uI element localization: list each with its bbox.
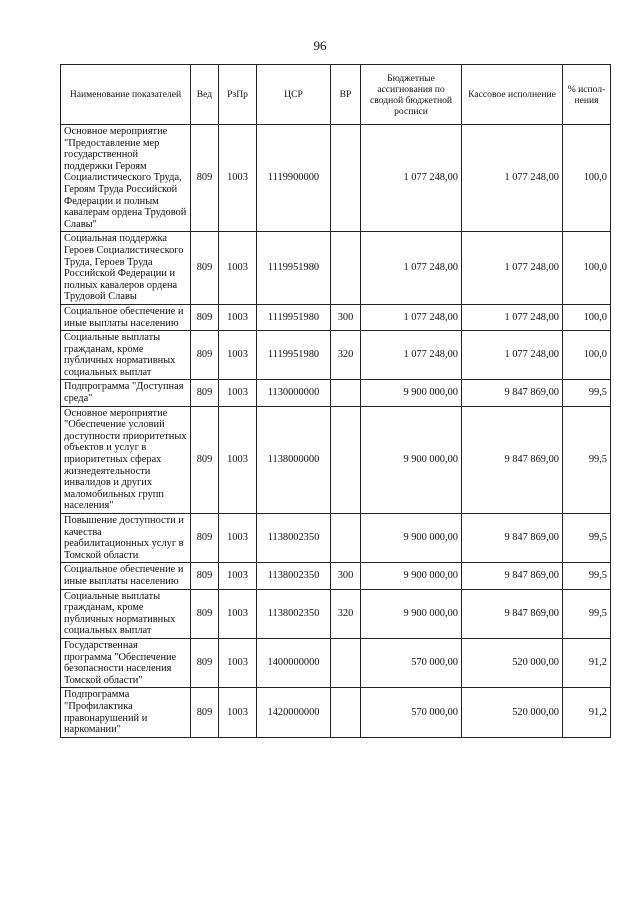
row-rzpr: 1003 bbox=[219, 589, 257, 638]
header-rzpr: РзПр bbox=[219, 65, 257, 125]
row-ved: 809 bbox=[191, 638, 219, 687]
row-csr: 1400000000 bbox=[257, 638, 331, 687]
row-vr bbox=[331, 380, 361, 406]
header-budget: Бюджетные ассигнования по сводной бюджетной росписи bbox=[361, 65, 462, 125]
row-budget: 1 077 248,00 bbox=[361, 232, 462, 305]
row-ved: 809 bbox=[191, 304, 219, 330]
header-ved: Вед bbox=[191, 65, 219, 125]
row-ved: 809 bbox=[191, 514, 219, 563]
row-percent: 99,5 bbox=[563, 589, 611, 638]
row-ved: 809 bbox=[191, 563, 219, 589]
row-csr: 1138002350 bbox=[257, 514, 331, 563]
row-budget: 9 900 000,00 bbox=[361, 589, 462, 638]
row-vr: 300 bbox=[331, 563, 361, 589]
row-vr: 320 bbox=[331, 589, 361, 638]
table-row bbox=[61, 380, 611, 406]
header-csr: ЦСР bbox=[257, 65, 331, 125]
row-cash: 9 847 869,00 bbox=[462, 406, 563, 513]
row-name: Основное мероприятие "Обеспечение условий доступности приоритетных объектов и услуг в приоритетных сферах жизнедеятельности инвалидов и других маломобильных групп населения" bbox=[61, 406, 191, 513]
row-cash: 9 847 869,00 bbox=[462, 514, 563, 563]
row-percent: 99,5 bbox=[563, 380, 611, 406]
row-cash: 1 077 248,00 bbox=[462, 232, 563, 305]
row-percent: 100,0 bbox=[563, 232, 611, 305]
row-csr: 1119951980 bbox=[257, 331, 331, 380]
row-name: Социальные выплаты гражданам, кроме публичных нормативных социальных выплат bbox=[61, 331, 191, 380]
row-percent: 100,0 bbox=[563, 304, 611, 330]
row-cash: 9 847 869,00 bbox=[462, 380, 563, 406]
row-budget: 9 900 000,00 bbox=[361, 406, 462, 513]
table-row bbox=[61, 406, 611, 513]
row-ved: 809 bbox=[191, 406, 219, 513]
table-row bbox=[61, 638, 611, 687]
row-rzpr: 1003 bbox=[219, 688, 257, 737]
row-csr: 1130000000 bbox=[257, 380, 331, 406]
row-budget: 1 077 248,00 bbox=[361, 125, 462, 232]
row-rzpr: 1003 bbox=[219, 406, 257, 513]
row-rzpr: 1003 bbox=[219, 304, 257, 330]
row-vr bbox=[331, 125, 361, 232]
row-vr bbox=[331, 688, 361, 737]
row-percent: 99,5 bbox=[563, 563, 611, 589]
row-name: Социальное обеспечение и иные выплаты населению bbox=[61, 563, 191, 589]
row-cash: 9 847 869,00 bbox=[462, 563, 563, 589]
row-ved: 809 bbox=[191, 589, 219, 638]
row-cash: 1 077 248,00 bbox=[462, 331, 563, 380]
row-csr: 1119951980 bbox=[257, 232, 331, 305]
row-vr bbox=[331, 514, 361, 563]
row-rzpr: 1003 bbox=[219, 331, 257, 380]
row-percent: 91,2 bbox=[563, 688, 611, 737]
row-csr: 1138002350 bbox=[257, 563, 331, 589]
row-name: Государственная программа "Обеспечение безопасности населения Томской области" bbox=[61, 638, 191, 687]
row-rzpr: 1003 bbox=[219, 638, 257, 687]
row-name: Подпрограмма "Профилактика правонарушений и наркомании" bbox=[61, 688, 191, 737]
row-vr bbox=[331, 638, 361, 687]
row-vr bbox=[331, 406, 361, 513]
row-percent: 99,5 bbox=[563, 406, 611, 513]
row-budget: 570 000,00 bbox=[361, 638, 462, 687]
row-ved: 809 bbox=[191, 688, 219, 737]
row-csr: 1119900000 bbox=[257, 125, 331, 232]
row-ved: 809 bbox=[191, 331, 219, 380]
row-name: Основное мероприятие "Предоставление мер государственной поддержки Героям Социалистического Труда, Героям Труда Российской Федерации и полным кавалерам ордена Трудовой Славы" bbox=[61, 125, 191, 232]
row-percent: 100,0 bbox=[563, 125, 611, 232]
row-rzpr: 1003 bbox=[219, 125, 257, 232]
row-vr: 300 bbox=[331, 304, 361, 330]
row-ved: 809 bbox=[191, 380, 219, 406]
table-row bbox=[61, 563, 611, 589]
row-percent: 99,5 bbox=[563, 514, 611, 563]
row-name: Подпрограмма "Доступная среда" bbox=[61, 380, 191, 406]
row-name: Социальные выплаты гражданам, кроме публичных нормативных социальных выплат bbox=[61, 589, 191, 638]
row-vr bbox=[331, 232, 361, 305]
table-row bbox=[61, 125, 611, 232]
table-row bbox=[61, 589, 611, 638]
row-rzpr: 1003 bbox=[219, 514, 257, 563]
row-cash: 9 847 869,00 bbox=[462, 589, 563, 638]
row-ved: 809 bbox=[191, 232, 219, 305]
row-budget: 9 900 000,00 bbox=[361, 514, 462, 563]
row-rzpr: 1003 bbox=[219, 563, 257, 589]
row-budget: 1 077 248,00 bbox=[361, 331, 462, 380]
table-row bbox=[61, 304, 611, 330]
budget-execution-table bbox=[60, 64, 611, 738]
row-name: Повышение доступности и качества реабилитационных услуг в Томской области bbox=[61, 514, 191, 563]
table-row bbox=[61, 514, 611, 563]
header-cash: Кассовое исполнение bbox=[462, 65, 563, 125]
page-number: 96 bbox=[313, 38, 327, 53]
row-cash: 520 000,00 bbox=[462, 638, 563, 687]
row-budget: 9 900 000,00 bbox=[361, 380, 462, 406]
header-name: Наименование показателей bbox=[61, 65, 191, 125]
row-cash: 1 077 248,00 bbox=[462, 304, 563, 330]
row-name: Социальная поддержка Героев Социалистического Труда, Героев Труда Российской Федерации и полных кавалеров ордена Трудовой Славы bbox=[61, 232, 191, 305]
row-cash: 1 077 248,00 bbox=[462, 125, 563, 232]
row-name: Социальное обеспечение и иные выплаты населению bbox=[61, 304, 191, 330]
header-vr: ВР bbox=[331, 65, 361, 125]
row-csr: 1119951980 bbox=[257, 304, 331, 330]
table-row bbox=[61, 232, 611, 305]
table-row bbox=[61, 688, 611, 737]
row-vr: 320 bbox=[331, 331, 361, 380]
row-percent: 91,2 bbox=[563, 638, 611, 687]
row-percent: 100,0 bbox=[563, 331, 611, 380]
row-budget: 570 000,00 bbox=[361, 688, 462, 737]
table-header-row bbox=[61, 65, 611, 125]
row-budget: 9 900 000,00 bbox=[361, 563, 462, 589]
table-row bbox=[61, 331, 611, 380]
row-rzpr: 1003 bbox=[219, 380, 257, 406]
row-cash: 520 000,00 bbox=[462, 688, 563, 737]
row-csr: 1420000000 bbox=[257, 688, 331, 737]
row-csr: 1138002350 bbox=[257, 589, 331, 638]
row-budget: 1 077 248,00 bbox=[361, 304, 462, 330]
header-percent: % испол-нения bbox=[563, 65, 611, 125]
row-rzpr: 1003 bbox=[219, 232, 257, 305]
row-ved: 809 bbox=[191, 125, 219, 232]
row-csr: 1138000000 bbox=[257, 406, 331, 513]
